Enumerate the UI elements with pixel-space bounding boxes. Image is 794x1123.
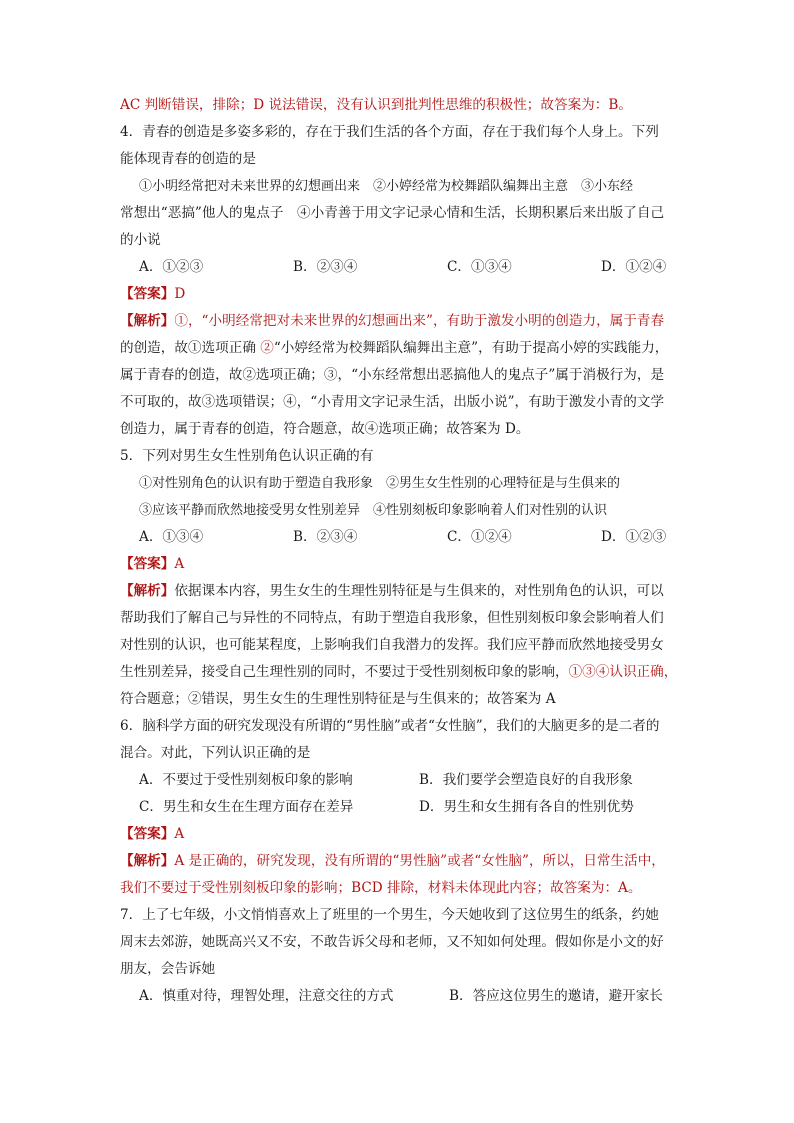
question-5-options xyxy=(120,524,680,551)
question-5-analysis-3: 对性别的认识，也可能某程度，上影响我们自我潜力的发挥。我们应平静而欣然地接受男女 xyxy=(120,637,664,653)
question-4-stem-cont: 能体现青春的创造的是 xyxy=(120,151,256,167)
option-a: A．①②③ xyxy=(139,259,204,275)
question-4-statement-1: ①小明经常把对未来世界的幻想画出来 ②小婷经常为校舞蹈队编舞出主意 ③小东经 xyxy=(139,179,634,194)
option-a: A．慎重对待，理智处理，注意交往的方式 xyxy=(139,988,394,1004)
answer-value: A xyxy=(174,826,185,842)
question-4-analysis-5: 创造力，属于青春的创造，符合题意，故④选项正确；故答案为 D。 xyxy=(120,421,530,437)
option-a: A．不要过于受性别刻板印象的影响 xyxy=(139,772,353,788)
question-7-stem-3: 朋友，会告诉她 xyxy=(120,961,216,977)
option-d: D．男生和女生拥有各自的性别优势 xyxy=(419,799,634,815)
question-5-stem: 5．下列对男生女生性别角色认识正确的有 xyxy=(120,448,374,464)
question-6-options-row-1 xyxy=(120,767,680,794)
question-4-analysis: 【解析】①，“小明经常把对未来世界的幻想画出来”，有助于激发小明的创造力，属于青春 xyxy=(120,313,665,329)
question-6-answer xyxy=(120,821,680,848)
option-b: B．②③④ xyxy=(293,529,358,545)
option-c: C．男生和女生在生理方面存在差异 xyxy=(139,799,354,815)
question-6-options-row-2 xyxy=(120,794,680,821)
answer-value: D xyxy=(174,286,186,302)
document-page xyxy=(120,92,680,1010)
analysis-tag: 【解析】 xyxy=(120,313,175,329)
option-b: B．我们要学会塑造良好的自我形象 xyxy=(419,772,633,788)
question-6-stem: 6．脑科学方面的研究发现没有所谓的“男性脑”或者“女性脑”，我们的大脑更多的是二者的 xyxy=(120,718,660,734)
question-5-answer xyxy=(120,551,680,578)
question-4-statement-3: 的小说 xyxy=(120,232,161,248)
question-6-analysis-2: 我们不要过于受性别刻板印象的影响；BCD 排除，材料未体现此内容；故答案为：A。 xyxy=(120,880,642,896)
question-5-analysis: 【解析】依据课本内容，男生女生的生理性别特征是与生俱来的，对性别角色的认识，可以 xyxy=(120,583,664,599)
analysis-tag: 【解析】 xyxy=(120,583,175,599)
question-7-options-row-1 xyxy=(120,983,680,1010)
question-5-analysis-4: 生性别差异，接受自己生理性别的同时，不要过于受性别刻板印象的影响，①③④认识正确， xyxy=(120,664,678,680)
answer-value: A xyxy=(174,556,185,572)
option-d: D．①②③ xyxy=(601,529,667,545)
option-c: C．①③④ xyxy=(447,259,512,275)
question-4-analysis-2: 的创造，故①选项正确 ②“小婷经常为校舞蹈队编舞出主意”，有助于提高小婷的实践能力， xyxy=(120,340,669,356)
question-7-stem-2: 周末去郊游，她既高兴又不安，不敢告诉父母和老师，又不知如何处理。假如你是小文的好 xyxy=(120,934,664,950)
question-4-analysis-3: 属于青春的创造，故②选项正确；③，“小东经常想出恶搞他人的鬼点子”属于消极行为，是 xyxy=(120,367,665,383)
question-4-analysis-4: 不可取的，故③选项错误；④，“小青用文字记录生活，出版小说”，有助于激发小青的文学 xyxy=(120,394,665,410)
question-4-options xyxy=(120,254,680,281)
question-4-answer xyxy=(120,281,680,308)
option-b: B．答应这位男生的邀请，避开家长 xyxy=(449,988,663,1004)
question-7-stem: 7．上了七年级，小文悄悄喜欢上了班里的一个男生，今天她收到了这位男生的纸条，约她 xyxy=(120,907,659,923)
answer-tag: 【答案】 xyxy=(120,556,175,572)
question-5-analysis-2: 帮助我们了解自己与异性的不同特点，有助于塑造自我形象，但性别刻板印象会影响着人们 xyxy=(120,610,664,626)
option-b: B．②③④ xyxy=(293,259,358,275)
question-5-statement-2: ③应该平静而欣然地接受男女性别差异 ④性别刻板印象影响着人们对性别的认识 xyxy=(139,503,608,518)
answer-tag: 【答案】 xyxy=(120,826,175,842)
question-4-statement-2: 常想出“恶搞”他人的鬼点子 ④小青善于用文字记录心情和生活，长期积累后来出版了自己 xyxy=(120,205,665,221)
question-5-analysis-5: 符合题意；②错误，男生女生的生理性别特征是与生俱来的；故答案为 A xyxy=(120,691,556,707)
option-a: A．①③④ xyxy=(139,529,204,545)
option-d: D．①②④ xyxy=(601,259,667,275)
analysis-tag: 【解析】 xyxy=(120,853,175,869)
answer-tag: 【答案】 xyxy=(120,286,175,302)
question-5-statement-1: ①对性别角色的认识有助于塑造自我形象 ②男生女生性别的心理特征是与生俱来的 xyxy=(139,476,621,491)
option-c: C．①②④ xyxy=(447,529,512,545)
question-4-stem: 4．青春的创造是多姿多彩的，存在于我们生活的各个方面，存在于我们每个人身上。下列 xyxy=(120,124,659,140)
question-6-stem-cont: 混合。对此，下列认识正确的是 xyxy=(120,745,311,761)
previous-analysis-tail: AC 判断错误，排除；D 说法错误，没有认识到批判性思维的积极性；故答案为：B。 xyxy=(120,97,632,113)
question-6-analysis: 【解析】A 是正确的，研究发现，没有所谓的“男性脑”或者“女性脑”，所以，日常生活中， xyxy=(120,853,665,869)
